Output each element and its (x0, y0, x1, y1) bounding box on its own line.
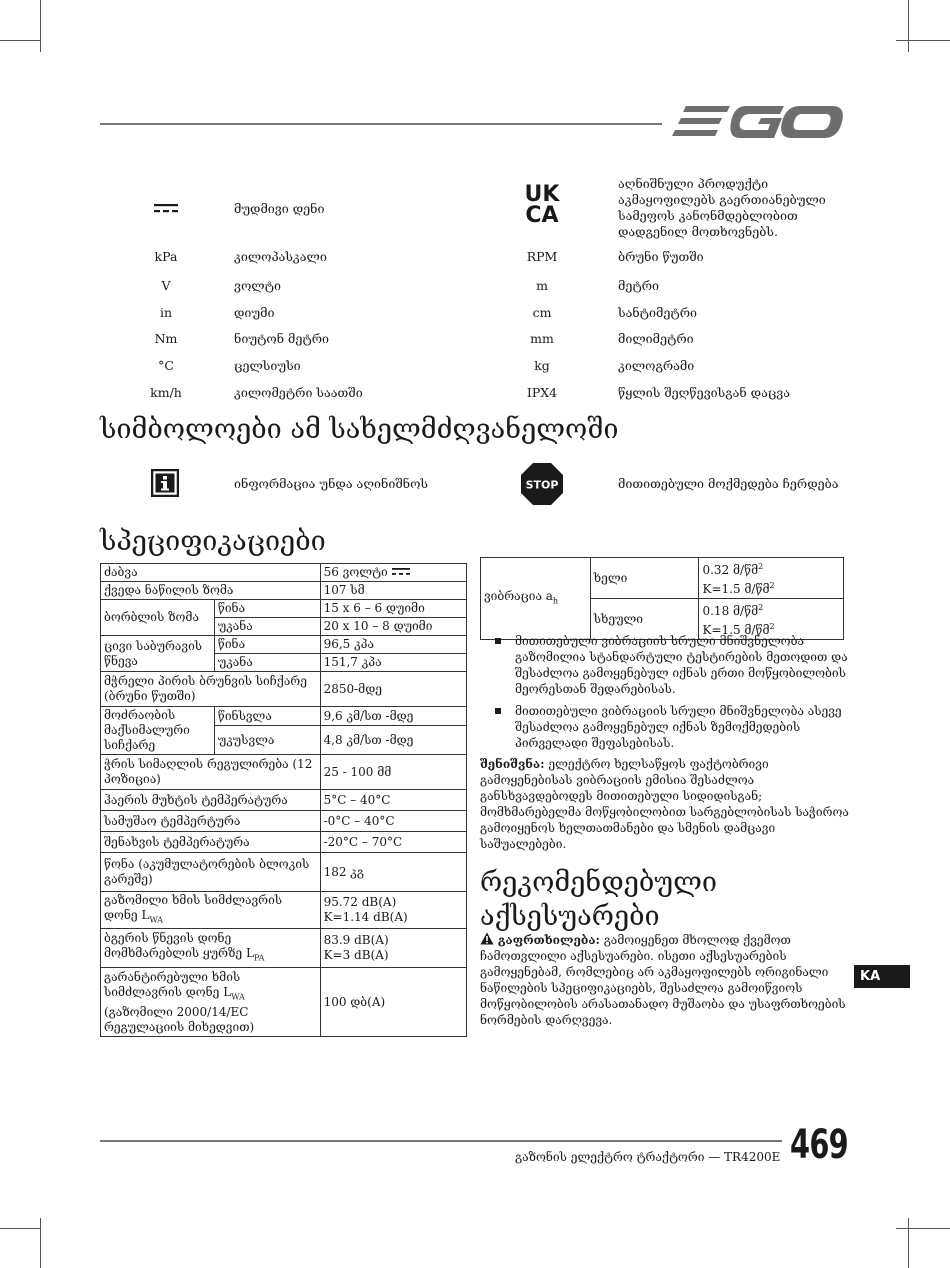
spec-sublabel: წინსვლა (214, 707, 320, 726)
crop-mark (40, 1218, 41, 1268)
unit-label: კილოპასკალი (234, 249, 327, 264)
unit-symbol: cm (532, 305, 552, 320)
spec-label: მჭრელი პირის ბრუნვის სიჩქარე (ბრუნი წუთში) (101, 672, 321, 707)
unit-label: მუდმივი დენი (234, 201, 325, 216)
spec-sublabel: უკანა (214, 618, 320, 636)
table-row (101, 790, 467, 811)
table-row (481, 558, 844, 599)
spec-value: -20°C – 70°C (320, 832, 466, 853)
spec-sublabel: უკუსვლა (214, 726, 320, 755)
unit-symbol: mm (530, 331, 554, 346)
dc-current-icon (100, 202, 232, 217)
spec-value: 100 დბ(A) (320, 968, 466, 1037)
spec-value: 107 სმ (320, 582, 466, 600)
header-rule (100, 123, 662, 125)
spec-value: 4,8 კმ/სთ -მდე (320, 726, 466, 755)
spec-label: წონა (აკუმულატორების ბლოკის გარეშე) (101, 853, 321, 892)
svg-text:STOP: STOP (525, 478, 559, 492)
spec-value: 25 - 100 მმ (320, 755, 466, 790)
spec-sublabel: უკანა (214, 654, 320, 672)
table-row (101, 853, 467, 892)
bullet-icon (495, 638, 501, 644)
spec-value: 5°C – 40°C (320, 790, 466, 811)
crop-mark (0, 1228, 40, 1229)
spec-value: 9,6 კმ/სთ -მდე (320, 707, 466, 726)
unit-symbol: in (159, 305, 173, 320)
vibration-seat-value: 0.18 მ/წმ$^2$ K=1.5 მ/წმ$^2$ (699, 599, 844, 640)
spec-label: გაზომილი ხმის სიმძლავრის დონე $L_{WA}$ (101, 892, 321, 929)
note-paragraph: შენიშვნა: ელექტრო ხელსაწყოს ფაქტობრივი გამოყენებისას ვიბრაციის ემისია შესაძლოა განსხვავდებოდეს მითითებული სიდიდისგან; მომხმარებელმა მოწყობილობით სარგებლობისას საჭიროა გამოიყენოს ხელთათმანები და სმენის დამცავი საშუალებები. (480, 757, 849, 851)
spec-value: 56 ვოლტი (320, 564, 466, 582)
crop-mark (896, 1228, 950, 1229)
spec-label: შენახვის ტემპერატურა (101, 832, 321, 853)
unit-label: ცელსიუსი (234, 358, 301, 373)
spec-label: ჭრის სიმაღლის რეგულირება (12 პოზიცია) (101, 755, 321, 790)
table-row (101, 968, 467, 1037)
crop-mark (40, 0, 41, 52)
spec-value: 182 კგ (320, 853, 466, 892)
list-item: მითითებული ვიბრაციის სრული მნიშვნელობა გაზომილია სტანდარტული ტესტირების მეთოდით და შესაძლოა გამოყენებულ იქნას ერთი მოწყობილობის მეორესთან შედარებისას. (495, 633, 850, 697)
unit-symbol: °C (158, 358, 174, 373)
stop-icon (520, 462, 564, 506)
table-row (101, 582, 467, 600)
table-row (101, 811, 467, 832)
symbols-heading: სიმბოლოები ამ სახელმძღვანელოში (100, 414, 619, 445)
table-row (101, 636, 467, 654)
spec-sublabel: წინა (214, 636, 320, 654)
vibration-seat: სხეული (590, 599, 699, 640)
spec-value: -0°C – 40°C (320, 811, 466, 832)
ukca-icon: UK CA (524, 182, 560, 228)
unit-label: წყლის შეღწევისგან დაცვა (618, 385, 790, 400)
spec-value: 83.9 dB(A) K=3 dB(A) (320, 929, 466, 968)
unit-symbol: Nm (154, 331, 178, 346)
crop-mark (908, 1218, 909, 1268)
vibration-hand-value: 0.32 მ/წმ$^2$ K=1.5 მ/წმ$^2$ (699, 558, 844, 599)
info-icon (151, 469, 179, 497)
unit-symbol: V (161, 278, 171, 293)
footer-rule (100, 1140, 782, 1142)
unit-label: ნიუტონ მეტრი (234, 331, 329, 346)
spec-value: 95.72 dB(A) K=1.14 dB(A) (320, 892, 466, 929)
unit-label: კილოგრამი (618, 358, 695, 373)
unit-symbol: kPa (154, 249, 178, 264)
warning-icon (480, 932, 494, 945)
spec-sublabel: წინა (214, 600, 320, 618)
table-row (101, 929, 467, 968)
stop-label: მითითებული მოქმედება ჩერდება (618, 476, 839, 491)
unit-label: მილიმეტრი (618, 331, 694, 346)
info-label: ინფორმაცია უნდა აღინიშნოს (234, 476, 429, 491)
units-row (100, 172, 860, 244)
spec-label: მოძრაობის მაქსიმალური სიჩქარე (101, 707, 215, 755)
unit-label: ბრუნი წუთში (618, 249, 704, 264)
spec-label: გარანტირებული ხმის სიმძლავრის დონე $L_{WA}$ (გაზომილი 2000/14/EC რეგულაციის მიხედვით) (101, 968, 321, 1037)
unit-label: დიუმი (234, 305, 275, 320)
spec-value: 20 x 10 – 8 დუიმი (320, 618, 466, 636)
spec-value: 96,5 კპა (320, 636, 466, 654)
unit-label: კილომეტრი საათში (234, 385, 363, 400)
spec-label: ჰაერის მუხტის ტემპერატურა (101, 790, 321, 811)
spec-table (100, 563, 467, 1037)
spec-label: ბორბლის ზომა (101, 600, 215, 636)
page-number: 469 (790, 1122, 848, 1168)
crop-mark (896, 40, 950, 41)
spec-value: 2850-მდე (320, 672, 466, 707)
warning-paragraph: გაფრთხილება: გამოიყენეთ მხოლოდ ქვემოთ ჩამოთვლილი აქსესუარები. ისეთი აქსესუარების გამოყენებამ, რომლებიც არ აკმაყოფილებს ორიგინალი ნაწილების სპეციფიკაციებს, შესაძლოა გამოიწვიოს მოწყობილობის არასათანადო მუშაობა და უსაფრთხოების ნორმების დარღვევა. (480, 933, 846, 1027)
spec-label: ძაბვა (101, 564, 321, 582)
list-item: მითითებული ვიბრაციის სრული მნიშვნელობა ასევე შესაძლოა გამოყენებულ იქნას ზემოქმედების პირველადი შეფასებისას. (495, 703, 850, 751)
vibration-label: ვიბრაცია $a_h$ (481, 558, 591, 640)
vibration-table (480, 557, 844, 640)
table-row (101, 672, 467, 707)
unit-symbol: RPM (526, 249, 558, 264)
unit-symbol: km/h (150, 385, 182, 400)
crop-mark (908, 0, 909, 52)
unit-symbol: kg (534, 358, 550, 373)
unit-label: აღნიშნული პროდუქტი აკმაყოფილებს გაერთიანებული სამეფოს კანონმდებლობით დადგენილ მოთხოვნებს. (618, 176, 826, 239)
spec-label: სამუშაო ტემპერტურა (101, 811, 321, 832)
spec-value: 151,7 კპა (320, 654, 466, 672)
language-tab: KA (854, 965, 910, 988)
table-row (101, 832, 467, 853)
accessories-heading: რეკომენდებული აქსესუარები (480, 867, 718, 932)
spec-label: ცივი საბურავის წნევა (101, 636, 215, 672)
unit-symbol: IPX4 (526, 385, 558, 400)
unit-label: სანტიმეტრი (618, 305, 697, 320)
table-row (101, 564, 467, 582)
table-row (101, 755, 467, 790)
spec-label: ბგერის წნევის დონე მომხმარებლის ყურზე $L_{PA}$ (101, 929, 321, 968)
ego-logo (672, 103, 844, 143)
unit-label: მეტრი (618, 278, 659, 293)
spec-value: 15 x 6 – 6 დუიმი (320, 600, 466, 618)
footer-title: გაზონის ელექტრო ტრაქტორი — TR4200E (515, 1150, 781, 1164)
spec-label: ქვედა ნაწილის ზომა (101, 582, 321, 600)
table-row (101, 892, 467, 929)
dc-current-icon (392, 567, 410, 576)
crop-mark (0, 40, 40, 41)
unit-symbol: m (536, 278, 548, 293)
unit-label: ვოლტი (234, 278, 281, 293)
table-row (101, 600, 467, 618)
spec-heading: სპეციფიკაციები (100, 526, 326, 557)
table-row (101, 707, 467, 726)
bullet-icon (495, 708, 501, 714)
vibration-hand: ხელი (590, 558, 699, 599)
